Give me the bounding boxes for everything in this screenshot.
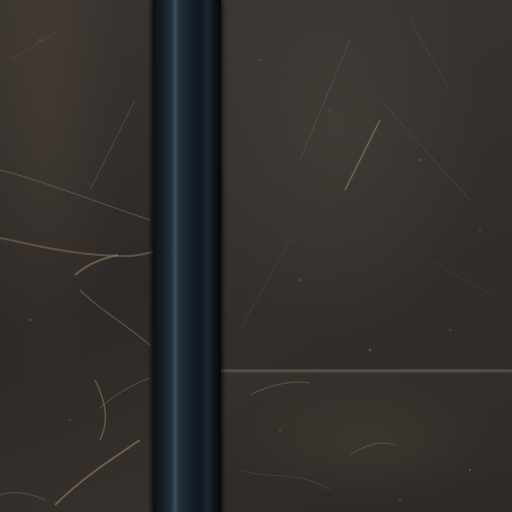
pipe-highlight xyxy=(172,0,178,512)
vertical-pipe xyxy=(153,0,221,512)
marble-tile-right-top xyxy=(221,0,512,370)
marble-tile-left xyxy=(0,0,153,512)
grout-line-horizontal xyxy=(221,369,512,373)
marble-tile-right-bottom xyxy=(221,373,512,512)
